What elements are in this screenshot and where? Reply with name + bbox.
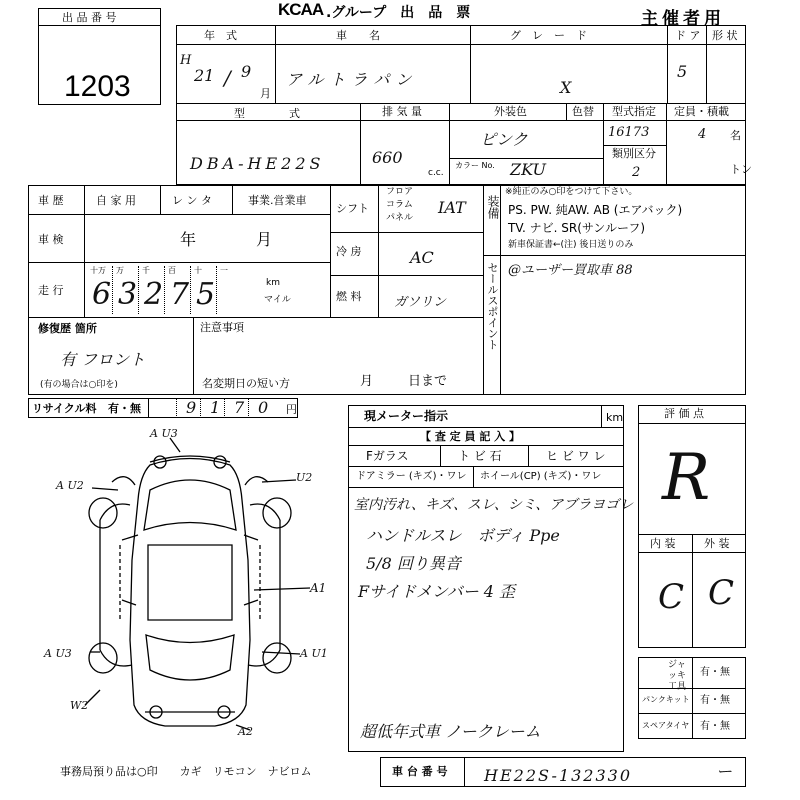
ac-value: AC	[410, 248, 434, 267]
mileage-digit-label: 百	[168, 266, 176, 275]
private-use: 自 家 用	[96, 194, 136, 207]
shift-panel: パネル	[386, 213, 414, 223]
year-label: 年 式	[204, 29, 237, 42]
mileage-digit-label: 万	[116, 266, 124, 275]
chassis-number: HE22S-132330	[484, 766, 633, 785]
inspection-month: 月	[256, 230, 273, 249]
month-unit: 月	[260, 87, 271, 100]
chassis-label: 車 台 番 号	[392, 765, 448, 778]
recycle-digit: 7	[234, 398, 245, 417]
f-glass: Fガラス	[366, 449, 409, 463]
grade-value: X	[560, 78, 572, 97]
name-label: 車 名	[336, 29, 380, 42]
tool-spare-label: スペアタイヤ	[642, 721, 690, 730]
mileage-digit: 2	[144, 277, 164, 312]
year-slash: /	[224, 66, 231, 90]
door-mirror: ドアミラー (キズ)・ワレ	[356, 471, 467, 482]
mile-label: マイル	[264, 295, 291, 305]
mileage-digit-label: 一	[220, 266, 228, 275]
inspector-section-title: 【 査 定 員 記 入 】	[420, 430, 520, 443]
model-value: DBA-HE22S	[190, 154, 325, 173]
expiry-month: 月	[360, 374, 374, 389]
equipment-label: 装備	[486, 195, 500, 219]
repair-note: (有の場合は○印を)	[40, 380, 118, 390]
mileage-label: 走 行	[38, 284, 64, 297]
ext-color-label: 外装色	[494, 105, 527, 118]
wheel: ホイール(CP) (キズ)・ワレ	[480, 471, 602, 482]
expiry-day: 日まで	[408, 374, 448, 389]
vehicle-name: アルトラパン	[286, 70, 418, 89]
ext-color-value: ピンク	[480, 130, 528, 149]
recycle-label: リサイクル料	[32, 402, 97, 415]
mileage-digit-label: 千	[142, 266, 150, 275]
inspection-label: 車 検	[38, 233, 64, 246]
color-no-label: カラー No.	[455, 161, 495, 170]
sales-point-label: セールスポイント	[486, 262, 499, 350]
mark-rear: A2	[238, 725, 253, 738]
inspection-year: 年	[180, 230, 197, 249]
exterior-label: 外 装	[704, 537, 730, 550]
deposit-note: 事務局預り品は○印 カギ リモコン ナビロム	[60, 765, 312, 778]
doors-value: 5	[677, 62, 688, 81]
capacity-label: 定員・積載	[674, 105, 729, 118]
recycle-unit: 円	[286, 403, 297, 416]
tool-spare-value: 有・無	[700, 721, 730, 732]
rental-use: レ ン タ	[172, 194, 212, 207]
mileage-digit-label: 十	[194, 266, 202, 275]
shift-column: コラム	[386, 200, 413, 210]
fuel-label: 燃 料	[336, 290, 362, 303]
displacement-value: 660	[372, 148, 403, 167]
brand-logo: KCAA	[278, 0, 324, 19]
chip: ト ビ 石	[458, 449, 502, 463]
recycle-yes-no: 有・無	[108, 402, 141, 415]
class-label: 類別区分	[612, 147, 656, 160]
fuel-value: ガソリン	[394, 295, 447, 310]
type-designation-label: 型式指定	[612, 105, 656, 118]
month-value: 9	[241, 62, 252, 81]
shape-label: 形 状	[712, 29, 738, 42]
comment-1: 室内汚れ、キズ、スレ、シミ、アブラヨゴレ	[354, 497, 634, 513]
tool-puncture-label: パンクキット	[642, 695, 690, 704]
lot-number-label: 出 品 番 号	[62, 11, 117, 24]
doors-label: ド ア	[675, 29, 701, 42]
recycle-digit: 0	[258, 398, 269, 417]
mark-front-right: U2	[296, 471, 313, 484]
displacement-unit: c.c.	[428, 168, 444, 178]
organizer-label: 主催者用	[641, 9, 725, 29]
history-label: 車 歴	[38, 194, 64, 207]
grade-label: グ レ ー ド	[510, 29, 587, 42]
type-designation-value: 16173	[608, 125, 650, 140]
tool-jack-value: 有・無	[700, 667, 730, 678]
color-no-value: ZKU	[510, 160, 546, 179]
shift-floor: フロア	[386, 187, 414, 197]
exterior-grade: C	[708, 573, 735, 613]
mileage-digit: 6	[92, 277, 112, 312]
mark-rear-left-low: W2	[70, 699, 89, 712]
recycle-digit: 1	[210, 398, 221, 417]
mark-rear-left: A U3	[44, 647, 72, 660]
repaint-label: 色替	[572, 105, 594, 118]
year-value: 21	[194, 66, 215, 85]
business-use: 事業.営業車	[248, 194, 307, 207]
mileage-digit: 5	[196, 277, 216, 312]
capacity-value: 4	[698, 127, 707, 142]
mark-rear-right: A U1	[300, 647, 328, 660]
equipment-line2: TV. ナビ. SR(サンルーフ)	[508, 221, 646, 235]
mileage-digit: 3	[118, 277, 138, 312]
ton-unit: トン	[730, 163, 752, 176]
tool-jack-label: ジャッキ工具	[668, 660, 687, 692]
equipment-note: ※純正のみ○印をつけて下さい。	[505, 187, 638, 197]
mileage-digit-label: 十万	[90, 266, 106, 275]
overall-grade: R	[662, 441, 711, 515]
shift-value: IAT	[438, 198, 466, 217]
km-label: km	[266, 278, 280, 288]
comment-2: ハンドルスレ ボディ Ppe	[366, 526, 560, 545]
interior-grade: C	[658, 577, 685, 617]
comment-3: 5/8 回り異音	[366, 554, 461, 573]
repair-value: 有 フロント	[60, 350, 146, 369]
grade-label: 評 価 点	[664, 407, 704, 420]
short-expiry-label: 名変期日の短い方	[202, 377, 290, 390]
recycle-digit: 9	[186, 398, 197, 417]
comment-4: Fサイドメンバー 4 歪	[358, 582, 516, 601]
chassis-suffix: ー	[716, 762, 733, 781]
lot-number: 1203	[64, 70, 131, 103]
model-label: 型 式	[234, 107, 300, 120]
notes-label: 注意事項	[200, 321, 244, 334]
ac-label: 冷 房	[336, 245, 362, 258]
crack: ヒ ビ ワ レ	[546, 449, 606, 463]
capacity-unit: 名	[730, 129, 741, 142]
interior-label: 内 装	[650, 537, 676, 550]
warranty-note: 新車保証書←(注) 後日送りのみ	[508, 240, 634, 250]
mark-front-left: A U2	[56, 479, 84, 492]
mileage-digit: 7	[170, 277, 190, 312]
form-title: .グループ 出 品 票	[326, 5, 471, 21]
year-era: H	[180, 53, 192, 68]
meter-unit: km	[606, 411, 624, 424]
mark-right-side: A1	[310, 581, 327, 595]
repair-label: 修復歴 箇所	[38, 322, 97, 335]
class-value: 2	[632, 165, 641, 180]
shift-label: シフト	[336, 202, 369, 215]
mark-front: A U3	[150, 427, 178, 440]
sales-point-value: @ユーザー買取車 88	[508, 263, 633, 278]
comment-5: 超低年式車 ノークレーム	[360, 722, 541, 741]
equipment-line1: PS. PW. 純AW. AB (エアバック)	[508, 203, 683, 217]
displacement-label: 排 気 量	[382, 105, 422, 118]
meter-label: 現メーター指示	[364, 409, 449, 423]
tool-puncture-value: 有・無	[700, 695, 730, 706]
